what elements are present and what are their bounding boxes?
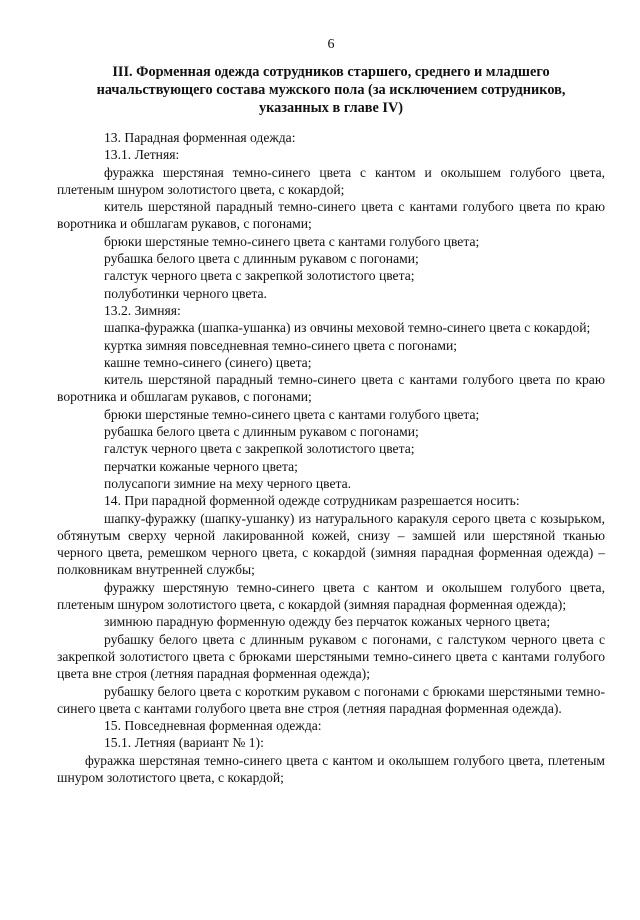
heading-line: III. Форменная одежда сотрудников старшего, среднего и младшего [112,64,550,80]
paragraph: фуражка шерстяная темно-синего цвета с кантом и околышем голубого цвета, плетеным шнуром золотистого цвета, с кокардой; [57,752,605,785]
paragraph: фуражку шерстяную темно-синего цвета с кантом и околышем голубого цвета, плетеным шнуром золотистого цвета, с кокардой (зимняя парадная форменная одежда); [57,579,605,613]
paragraph-subitem-15-1: 15.1. Летняя (вариант № 1): [104,735,264,751]
paragraph: рубашку белого цвета с длинным рукавом с погонами, с галстуком черного цвета с закрепкой золотистого цвета с брюками шерстяными темно-синего цвета с кантами голубого цвета вне строя (летняя парадная форменная одежда); [57,631,605,682]
paragraph: китель шерстяной парадный темно-синего цвета с кантами голубого цвета по краю воротника и обшлагам рукавов, с погонами; [57,199,605,232]
paragraph: зимнюю парадную форменную одежду без перчаток кожаных черного цвета; [104,614,551,630]
paragraph: шапка-фуражка (шапка-ушанка) из овчины меховой темно-синего цвета с кокардой; [104,320,591,336]
paragraph: рубашка белого цвета с длинным рукавом с погонами; [104,251,419,267]
page-number: 6 [327,37,335,52]
paragraph-item-14: 14. При парадной форменной одежде сотрудникам разрешается носить: [104,493,520,509]
paragraph: брюки шерстяные темно-синего цвета с кантами голубого цвета; [104,406,480,422]
paragraph: китель шерстяной парадный темно-синего цвета с кантами голубого цвета по краю воротника и обшлагам рукавов, с погонами; [57,372,605,405]
paragraph: фуражка шерстяная темно-синего цвета с кантом и околышем голубого цвета, плетеным шнуром золотистого цвета, с кокардой; [57,164,605,197]
paragraph-subitem-13-2: 13.2. Зимняя: [104,302,181,318]
paragraph: брюки шерстяные темно-синего цвета с кантами голубого цвета; [104,233,480,249]
paragraph: полусапоги зимние на меху черного цвета. [104,475,352,491]
paragraph-subitem-13-1: 13.1. Летняя: [104,147,180,163]
paragraph: куртка зимняя повседневная темно-синего цвета с погонами; [104,337,457,353]
paragraph-item-13: 13. Парадная форменная одежда: [104,130,296,145]
paragraph: галстук черного цвета с закрепкой золотистого цвета; [104,268,415,284]
paragraph: рубашку белого цвета с коротким рукавом с погонами с брюками шерстяными темно-синего цвета с кантами голубого цвета вне строя (летняя парадная форменная одежда). [57,683,605,716]
heading-line: начальствующего состава мужского пола (за исключением сотрудников, [96,82,566,98]
document-body [57,129,605,786]
document-page [57,36,605,786]
paragraph-item-15: 15. Повседневная форменная одежда: [104,718,322,734]
paragraph: шапку-фуражку (шапку-ушанку) из натурального каракуля серого цвета с козырьком, обтянутым сверху черной лакированной кожей, снизу – замшей или шерстяной тканью черного цвета, ремешком черного цвета, с кокардой (зимняя парадная форменная одежда) – полковникам внутренней службы; [57,510,605,578]
section-heading [57,63,605,117]
paragraph: рубашка белого цвета с длинным рукавом с погонами; [104,424,419,440]
paragraph: полуботинки черного цвета. [104,285,267,301]
paragraph: кашне темно-синего (синего) цвета; [104,354,312,370]
paragraph: галстук черного цвета с закрепкой золотистого цвета; [104,441,415,457]
paragraph: перчатки кожаные черного цвета; [104,458,298,474]
heading-line: указанных в главе IV) [258,100,404,116]
